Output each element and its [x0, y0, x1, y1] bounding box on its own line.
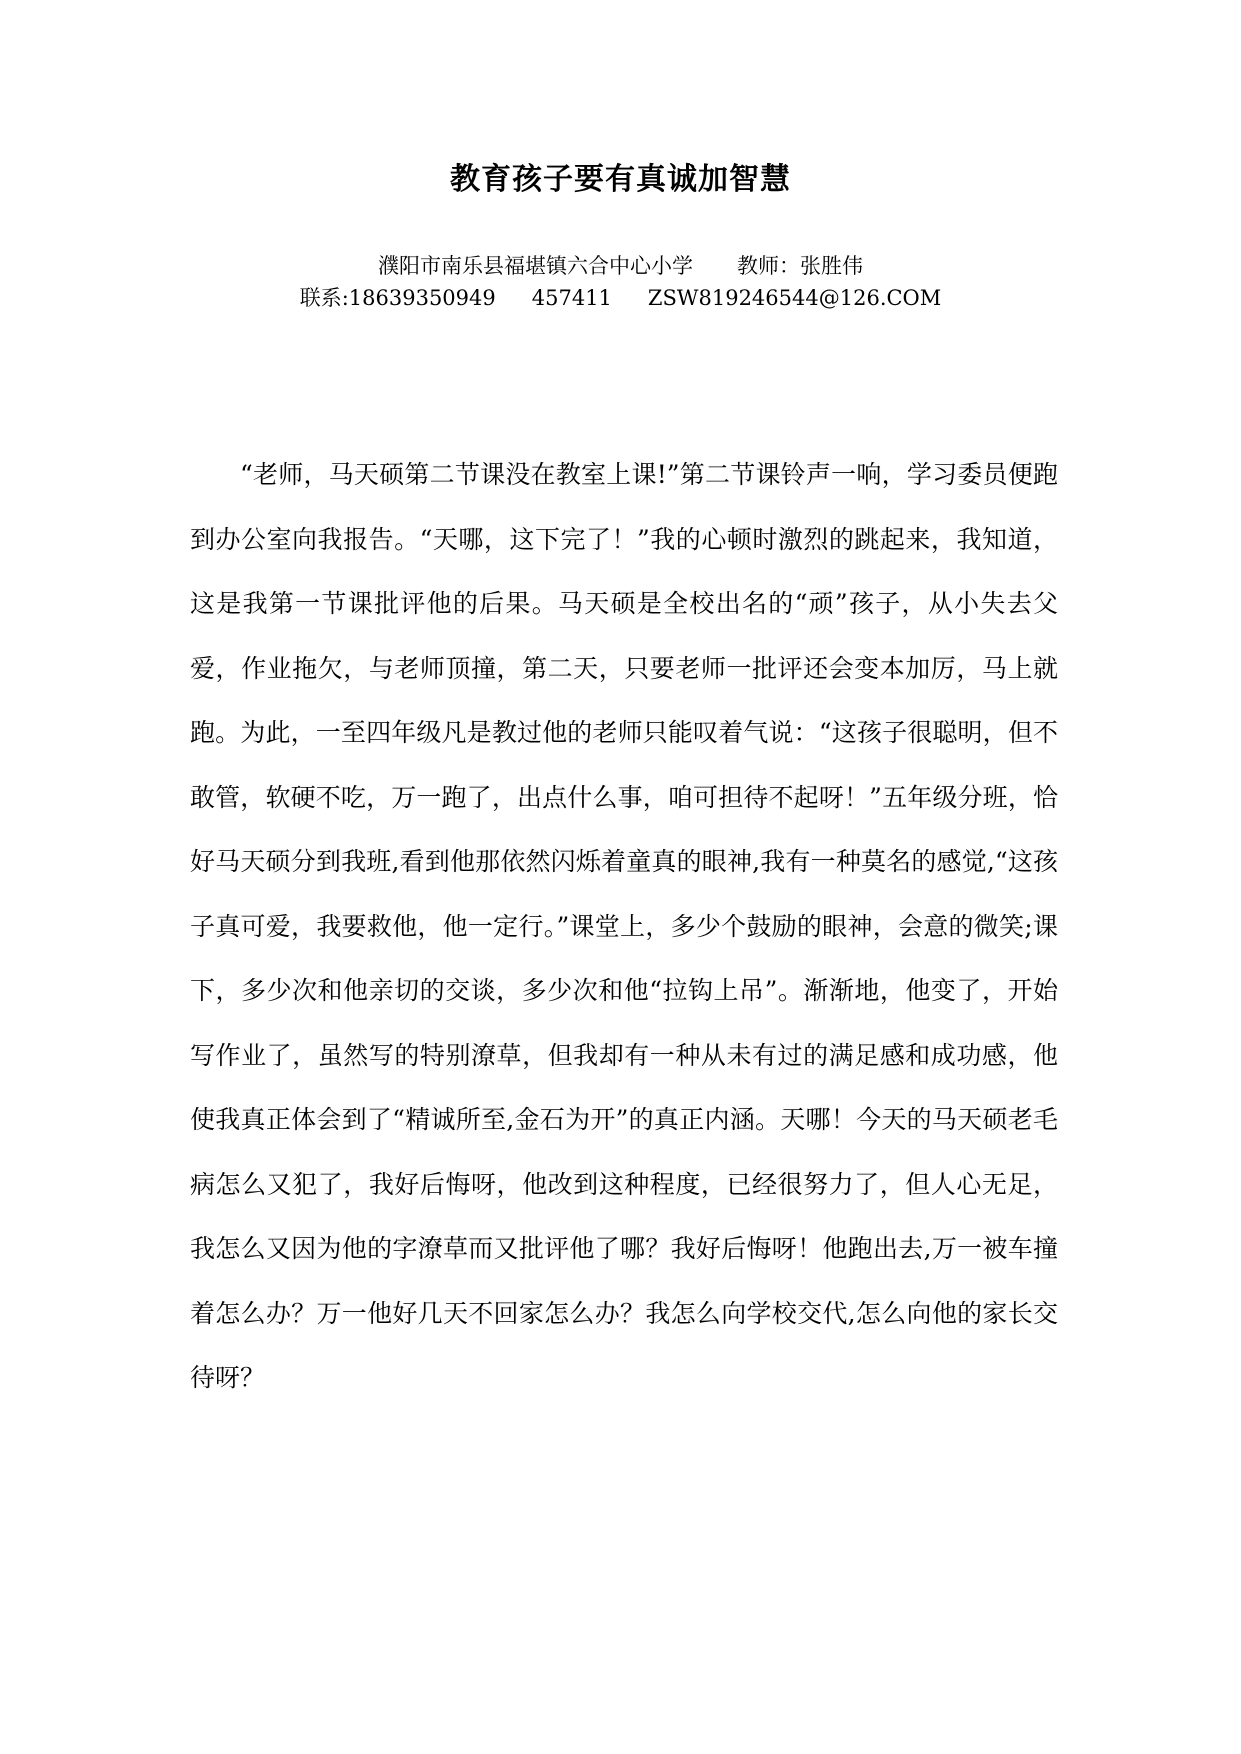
- contact-email: ZSW819246544@126.COM: [647, 286, 942, 310]
- body-paragraph: “老师，马天硕第二节课没在教室上课!”第二节课铃声一响，学习委员便跑到办公室向我报告。“天哪，这下完了！”我的心顿时激烈的跳起来，我知道，这是我第一节课批评他的后果。马天硕是全校出名的“顽”孩子，从小失去父爱，作业拖欠，与老师顶撞，第二天，只要老师一批评还会变本加厉，马上就跑。为此，一至四年级凡是教过他的老师只能叹着气说：“这孩子很聪明，但不敢管，软硬不吃，万一跑了，出点什么事，咱可担待不起呀！”五年级分班，恰好马天硕分到我班,看到他那依然闪烁着童真的眼神,我有一种莫名的感觉,“这孩子真可爱，我要救他，他一定行。”课堂上，多少个鼓励的眼神，会意的微笑;课下，多少次和他亲切的交谈，多少次和他“拉钩上吊”。渐渐地，他变了，开始写作业了，虽然写的特别潦草，但我却有一种从未有过的满足感和成功感，他使我真正体会到了“精诚所至,金石为开”的真正内涵。天哪！今天的马天硕老毛病怎么又犯了，我好后悔呀，他改到这种程度，已经很努力了，但人心无足，我怎么又因为他的字潦草而又批评他了哪？我好后悔呀！他跑出去,万一被车撞着怎么办？万一他好几天不回家怎么办？我怎么向学校交代,怎么向他的家长交待呀？: [190, 460, 1058, 1392]
- teacher-name: 教师：张胜伟: [737, 254, 863, 278]
- contact-phone: 联系:18639350949: [299, 286, 496, 310]
- school-name: 濮阳市南乐县福堪镇六合中心小学: [378, 254, 693, 278]
- contact-postcode: 457411: [531, 286, 612, 310]
- author-line: [0, 252, 1241, 280]
- contact-line: [0, 284, 1241, 312]
- document-title: 教育孩子要有真诚加智慧: [450, 162, 791, 197]
